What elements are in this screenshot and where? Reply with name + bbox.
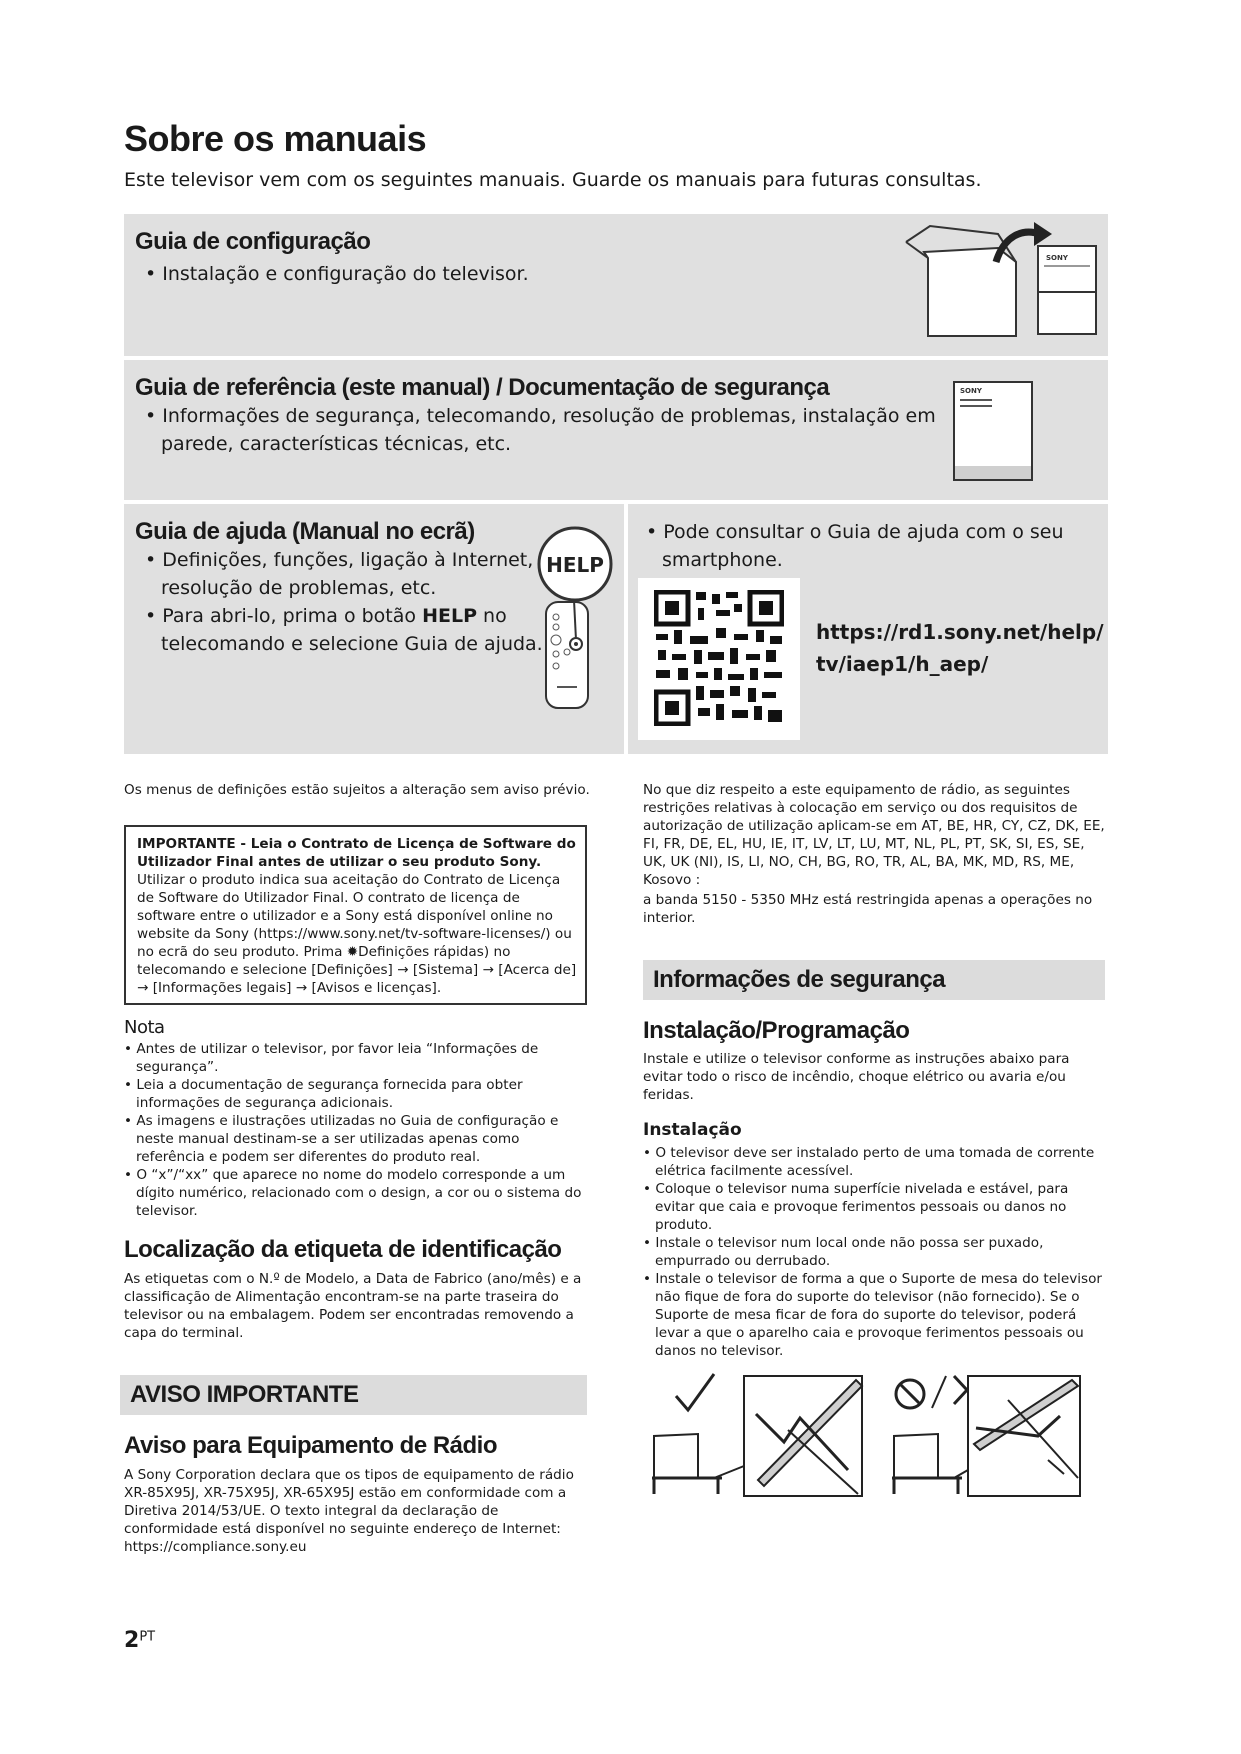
instalacao-programacao-title: Instalação/Programação — [643, 1017, 910, 1044]
radio-restrictions: No que diz respeito a este equipamento de rádio, as seguintes restrições relativas à colocação em serviço ou dos requisitos de autorização de utilização aplicam-se em AT, BE, HR, CY, CZ, DK, EE, FI, FR, DE, EL, HU, IE, IT, LV, LT, LU, MT, NL, PL, PT, SK, SI, ES, SE, UK, UK (NI), IS, LI, NO, CH, BG, RO, TR, AL, BA, MK, MD, RS, ME, Kosovo : — [643, 782, 1105, 888]
nota-item: • As imagens e ilustrações utilizadas no Guia de configuração e neste manual destinam-se a ser utilizadas apenas como referência e podem ser diferentes do produto real. — [124, 1113, 559, 1165]
importante-text: IMPORTANTE - Leia o Contrato de Licença de Software do Utilizador Final antes de utilizar o seu produto Sony. Utilizar o produto indica sua aceitação do Contrato de Licença de Software do Utilizador Final. O contrato de licença de software entre o utilizador e a Sony está disponível online no website da Sony (https://www.sony.net/tv-software-licenses/) ou no ecrã do seu produto. Prima ✹Definições rápidas) no telecomando e selecione [Definições] → [Sistema] → [Acerca de] → [Informações legais] → [Avisos e licenças]. — [137, 836, 577, 996]
instalacao-item: • Instale o televisor de forma a que o Suporte de mesa do televisor não fique de fora do suporte do televisor (não fornecido). Se o Suporte de mesa ficar de fora do suporte do televisor, poderá levar a que o aparelho caia e provoque ferimentos pessoais ou danos no televisor. — [643, 1271, 1103, 1359]
importante-box — [124, 825, 587, 1005]
instalacao-item: • Coloque o televisor numa superfície nivelada e estável, para evitar que caia e provoque ferimentos pessoais ou danos no produto. — [643, 1181, 1069, 1233]
remote-help-illustration — [532, 522, 622, 712]
page-number: $2^{PT}$ — [124, 1628, 156, 1653]
band-text: a banda 5150 - 5350 MHz está restringida apenas a operações no interior. — [643, 892, 1093, 926]
guia-ref-title: Guia de referência (este manual) / Documentação de segurança — [135, 374, 830, 401]
instalacao-list — [643, 1144, 1109, 1360]
guia-ajuda-bullet-1: • Definições, funções, ligação à Internet, resolução de problemas, etc. — [145, 549, 534, 599]
stand-placement-illustration — [648, 1370, 1088, 1530]
config-sony-label: SONY — [1046, 254, 1068, 262]
ref-sony-label: SONY — [960, 387, 982, 395]
guia-config-box — [124, 214, 1108, 356]
instalacao-item: • Instale o televisor num local onde não possa ser puxado, empurrado ou derrubado. — [643, 1235, 1044, 1269]
guia-ajuda-title: Guia de ajuda (Manual no ecrã) — [135, 518, 475, 545]
instalacao-programacao-text: Instale e utilize o televisor conforme as instruções abaixo para evitar todo o risco de incêndio, choque elétrico ou avaria e/ou feridas. — [643, 1051, 1070, 1103]
guia-ref-box — [124, 360, 1108, 500]
instalacao-title: Instalação — [643, 1120, 742, 1140]
nota-item: • Antes de utilizar o televisor, por favor leia “Informações de segurança”. — [124, 1041, 539, 1075]
guia-ref-bullet: • Informações de segurança, telecomando, resolução de problemas, instalação em parede, características técnicas, etc. — [145, 405, 936, 455]
reference-manual-icon — [952, 380, 1034, 482]
radio-text: A Sony Corporation declara que os tipos de equipamento de rádio XR-85X95J, XR-75X95J, XR-65X95J estão em conformidade com a Diretiva 2014/53/UE. O texto integral da declaração de conformidade está disponível no seguinte endereço de Internet: https://compliance.sony.eu — [124, 1467, 574, 1555]
aviso-importante-header: AVISO IMPORTANTE — [120, 1375, 587, 1415]
guia-config-bullet: • Instalação e configuração do televisor. — [145, 263, 529, 285]
checkmark-icon — [676, 1374, 714, 1410]
smartphone-bullet: • Pode consultar o Guia de ajuda com o seu smartphone. — [646, 521, 1064, 571]
help-url-line-2[interactable]: tv/iaep1/h_aep/ — [816, 652, 989, 676]
nota-item: • O “x”/“xx” que aparece no nome do modelo corresponde a um dígito numérico, relacionado com o design, a cor ou o sistema do televisor. — [124, 1167, 582, 1219]
qr-code-icon — [654, 590, 784, 726]
nota-item: • Leia a documentação de segurança fornecida para obter informações de segurança adicionais. — [124, 1077, 523, 1111]
radio-title: Aviso para Equipamento de Rádio — [124, 1432, 498, 1459]
instalacao-item: • O televisor deve ser instalado perto de uma tomada de corrente elétrica facilmente acessível. — [643, 1145, 1095, 1179]
guia-config-title: Guia de configuração — [135, 228, 371, 255]
help-url-line-1[interactable]: https://rd1.sony.net/help/ — [816, 620, 1104, 644]
help-url[interactable] — [816, 616, 1104, 680]
localizacao-text: As etiquetas com o N.º de Modelo, a Data de Fabrico (ano/mês) e a classificação de Alimentação encontram-se na parte traseira do televisor ou na embalagem. Podem ser encontradas removendo a capa do terminal. — [124, 1271, 582, 1341]
qr-code-frame — [638, 578, 800, 740]
guia-ajuda-bullet-2: • Para abri-lo, prima o botão HELP no telecomando e selecione Guia de ajuda. — [145, 605, 543, 655]
box-to-guide-illustration — [904, 222, 1104, 350]
page-title: Sobre os manuais — [124, 118, 427, 159]
nota-title: Nota — [124, 1017, 165, 1038]
seguranca-header: Informações de segurança — [643, 960, 1105, 1000]
nota-list — [124, 1040, 590, 1220]
gear-icon: ✹ — [346, 944, 359, 960]
help-button-label: HELP — [546, 553, 604, 577]
localizacao-title: Localização da etiqueta de identificação — [124, 1236, 562, 1263]
menus-note: Os menus de definições estão sujeitos a alteração sem aviso prévio. — [124, 782, 590, 798]
intro-text: Este televisor vem com os seguintes manuais. Guarde os manuais para futuras consultas. — [124, 169, 982, 191]
guia-ajuda-smartphone-box — [628, 504, 1108, 754]
guia-ajuda-box — [124, 504, 624, 754]
